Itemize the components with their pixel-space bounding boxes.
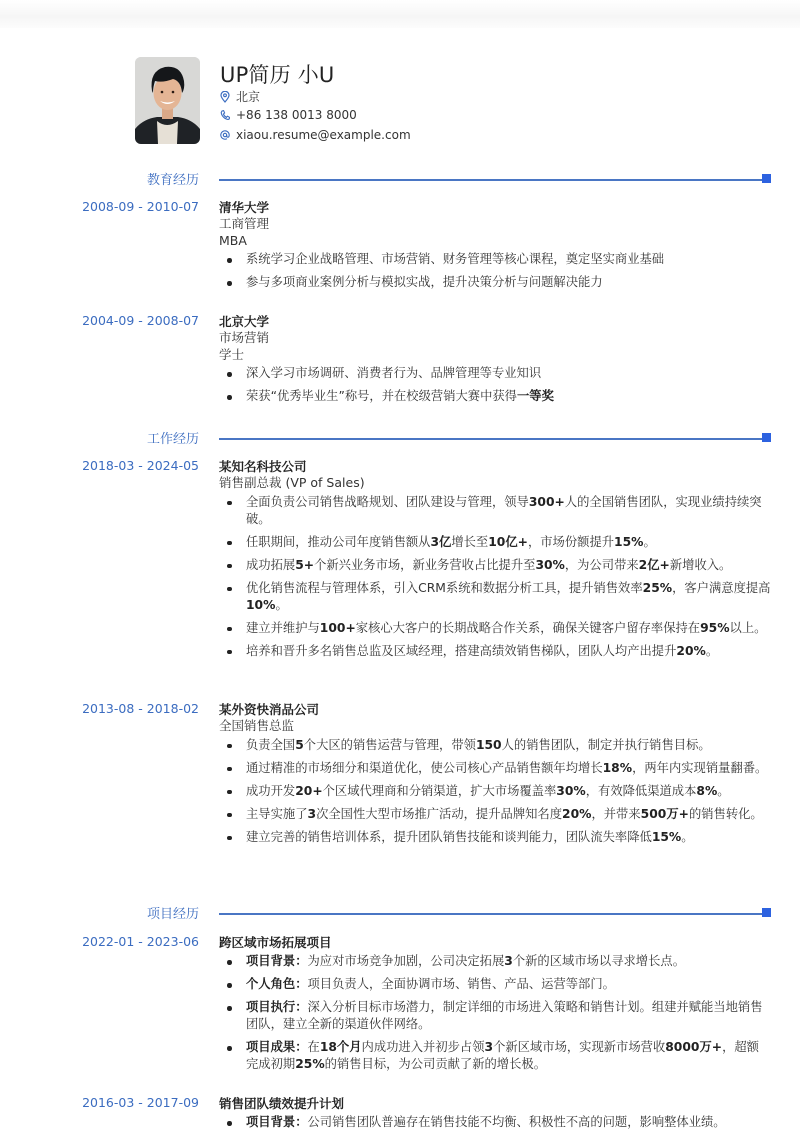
bullet-item: 优化销售流程与管理体系，引入CRM系统和数据分析工具，提升销售效率25%，客户满意度提高10%。: [219, 580, 771, 614]
bullet-list: [219, 737, 771, 846]
bullet-item: 个人角色：项目负责人，全面协调市场、销售、产品、运营等部门。: [219, 976, 771, 993]
major: 工商管理: [219, 216, 270, 231]
bullet-item: 任职期间，推动公司年度销售额从3亿增长至10亿+，市场份额提升15%。: [219, 534, 771, 551]
project-name: 销售团队绩效提升计划: [219, 1096, 345, 1111]
section-header-projects: [0, 903, 800, 923]
bullet-item: 建立并维护与100+家核心大客户的长期战略合作关系，确保关键客户留存率保持在95%以上。: [219, 620, 771, 637]
company-name: 某外资快消品公司: [219, 702, 320, 717]
project-name: 跨区域市场拓展项目: [219, 935, 332, 950]
entry-date: 2016-03 - 2017-09: [82, 1095, 199, 1110]
entry-date: 2018-03 - 2024-05: [82, 458, 199, 473]
email-text[interactable]: xiaou.resume@example.com: [236, 128, 411, 142]
degree: 学士: [219, 346, 245, 362]
page-top-shadow: [0, 0, 800, 28]
bullet-item: 负责全国5个大区的销售运营与管理，带领150人的销售团队，制定并执行销售目标。: [219, 737, 771, 754]
bullet-item: 项目成果：在18个月内成功进入并初步占领3个新区域市场，实现新市场营收8000万+，超额完成初期25%的销售目标，为公司贡献了新的增长极。: [219, 1039, 771, 1073]
bullet-item: 通过精准的市场细分和渠道优化，使公司核心产品销售额年均增长18%，两年内实现销量翻番。: [219, 760, 771, 777]
contact-phone: [220, 108, 357, 122]
degree: MBA: [219, 232, 247, 248]
phone-icon: [220, 109, 230, 121]
contact-location: [220, 88, 260, 105]
job-title: 全国销售总监: [219, 718, 295, 733]
bullet-item: 项目执行：深入分析目标市场潜力，制定详细的市场进入策略和销售计划。组建并赋能当地销售团队，建立全新的渠道伙伴网络。: [219, 999, 771, 1033]
section-header-work: [0, 428, 800, 448]
bullet-item: 建立完善的销售培训体系，提升团队销售技能和谈判能力，团队流失率降低15%。: [219, 829, 771, 846]
entry-date: 2008-09 - 2010-07: [82, 199, 199, 214]
entry-date: 2013-08 - 2018-02: [82, 701, 199, 716]
section-header-education: [0, 169, 800, 189]
entry-date: 2004-09 - 2008-07: [82, 313, 199, 328]
section-marker: [762, 174, 771, 183]
section-marker: [762, 908, 771, 917]
bullet-list: [219, 365, 771, 405]
major: 市场营销: [219, 330, 270, 345]
section-title: 工作经历: [146, 432, 199, 447]
section-divider: [219, 438, 764, 440]
bullet-list: [219, 251, 771, 291]
bullet-item: 参与多项商业案例分析与模拟实战，提升决策分析与问题解决能力: [219, 274, 771, 291]
map-pin-icon: [220, 91, 230, 103]
entry-date: 2022-01 - 2023-06: [82, 934, 199, 949]
location-text: 北京: [236, 90, 261, 104]
contact-email: [220, 128, 411, 142]
bullet-item: 成功拓展5+个新兴业务市场，新业务营收占比提升至30%，为公司带来2亿+新增收入。: [219, 557, 771, 574]
bullet-item: 荣获“优秀毕业生”称号，并在校级营销大赛中获得一等奖: [219, 388, 771, 405]
school-name: 北京大学: [219, 314, 270, 329]
bullet-item: 深入学习市场调研、消费者行为、品牌管理等专业知识: [219, 365, 771, 382]
candidate-name: UP简历 小U: [220, 63, 335, 87]
section-marker: [762, 433, 771, 442]
bullet-item: 培养和晋升多名销售总监及区域经理，搭建高绩效销售梯队，团队人均产出提升20%。: [219, 643, 771, 660]
section-divider: [219, 179, 764, 181]
phone-text[interactable]: +86 138 0013 8000: [236, 108, 357, 122]
bullet-item: 项目背景：为应对市场竞争加剧，公司决定拓展3个新的区域市场以寻求增长点。: [219, 953, 771, 970]
company-name: 某知名科技公司: [219, 459, 307, 474]
section-divider: [219, 913, 764, 915]
bullet-list: [219, 1114, 771, 1131]
bullet-item: 系统学习企业战略管理、市场营销、财务管理等核心课程，奠定坚实商业基础: [219, 251, 771, 268]
at-icon: [220, 129, 230, 141]
bullet-list: [219, 494, 771, 660]
job-title: 销售副总裁 (VP of Sales): [219, 475, 365, 490]
bullet-list: [219, 953, 771, 1073]
bullet-item: 主导实施了3次全国性大型市场推广活动，提升品牌知名度20%，并带来500万+的销售转化。: [219, 806, 771, 823]
school-name: 清华大学: [219, 200, 270, 215]
bullet-item: 成功开发20+个区域代理商和分销渠道，扩大市场覆盖率30%，有效降低渠道成本8%。: [219, 783, 771, 800]
section-title: 项目经历: [146, 907, 199, 922]
bullet-item: 项目背景：公司销售团队普遍存在销售技能不均衡、积极性不高的问题，影响整体业绩。: [219, 1114, 771, 1131]
section-title: 教育经历: [146, 173, 199, 188]
bullet-item: 全面负责公司销售战略规划、团队建设与管理，领导300+人的全国销售团队，实现业绩持续突破。: [219, 494, 771, 528]
profile-photo: [135, 57, 200, 144]
